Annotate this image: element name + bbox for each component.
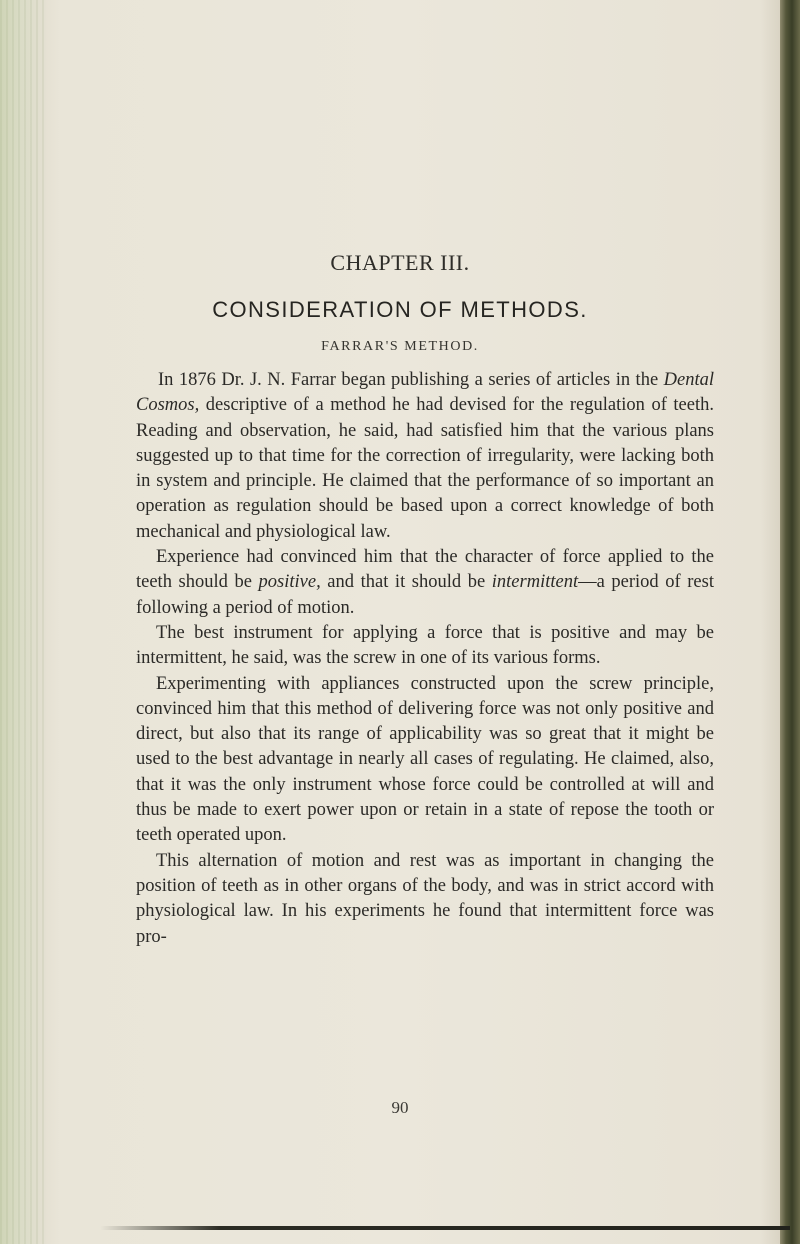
emphasis-positive: positive, [258, 572, 321, 593]
paragraph-1-text-a: In 1876 Dr. J. N. Farrar began publishing a series of articles in the [158, 370, 664, 390]
paragraph-4: Experimenting with appliances constructed upon the screw principle, convinced him that this method of delivering force was not only positive and direct, but also that its range of applicability was so great that it might be used to the best advantage in nearly all cases of regulating. He claimed, also, that it was the only instrument whose force could be controlled at will and thus be made to exert power upon or retain in a state of repose the tooth or teeth operated upon. [136, 673, 714, 846]
paragraph-1 [136, 368, 714, 545]
chapter-heading: CHAPTER III. [330, 250, 470, 275]
paragraph-1-text-b: descriptive of a method he had devised for the regulation of teeth. Reading and observation, he said, had satisfied him that the various plans suggested up to that time for the correction of irregularity, were lacking both in system and principle. He claimed that the performance of so important an operation as regulation should be based upon a correct knowledge of both mechanical and physiological law. [136, 395, 714, 542]
paragraph-3: The best instrument for applying a force that is positive and may be intermittent, he said, was the screw in one of its various forms. [136, 622, 714, 669]
paragraph-2-text-a: Experience had convinced him that the character of force applied to the teeth should be [136, 547, 714, 593]
book-gutter-left [0, 0, 46, 1244]
book-edge-right [780, 0, 800, 1244]
paragraph-5: This alternation of motion and rest was as important in changing the position of teeth as in other organs of the body, and was in strict accord with physiological law. In his experiments he found that intermittent force was pro- [136, 850, 714, 947]
body-text [136, 368, 714, 950]
paragraph-2-text-b: and that it should be [320, 572, 492, 593]
journal-name: Dental Cosmos, [136, 370, 714, 416]
section-title: CONSIDERATION OF METHODS. [212, 297, 588, 322]
page-bottom-shadow [100, 1226, 790, 1230]
paragraph-2-text-c: —a period of rest following a period of motion. [136, 572, 714, 618]
page-number: 90 [391, 1098, 409, 1117]
paragraph-2 [136, 545, 714, 621]
subsection-title: FARRAR'S METHOD. [321, 339, 479, 354]
emphasis-intermittent: intermittent [491, 572, 579, 593]
